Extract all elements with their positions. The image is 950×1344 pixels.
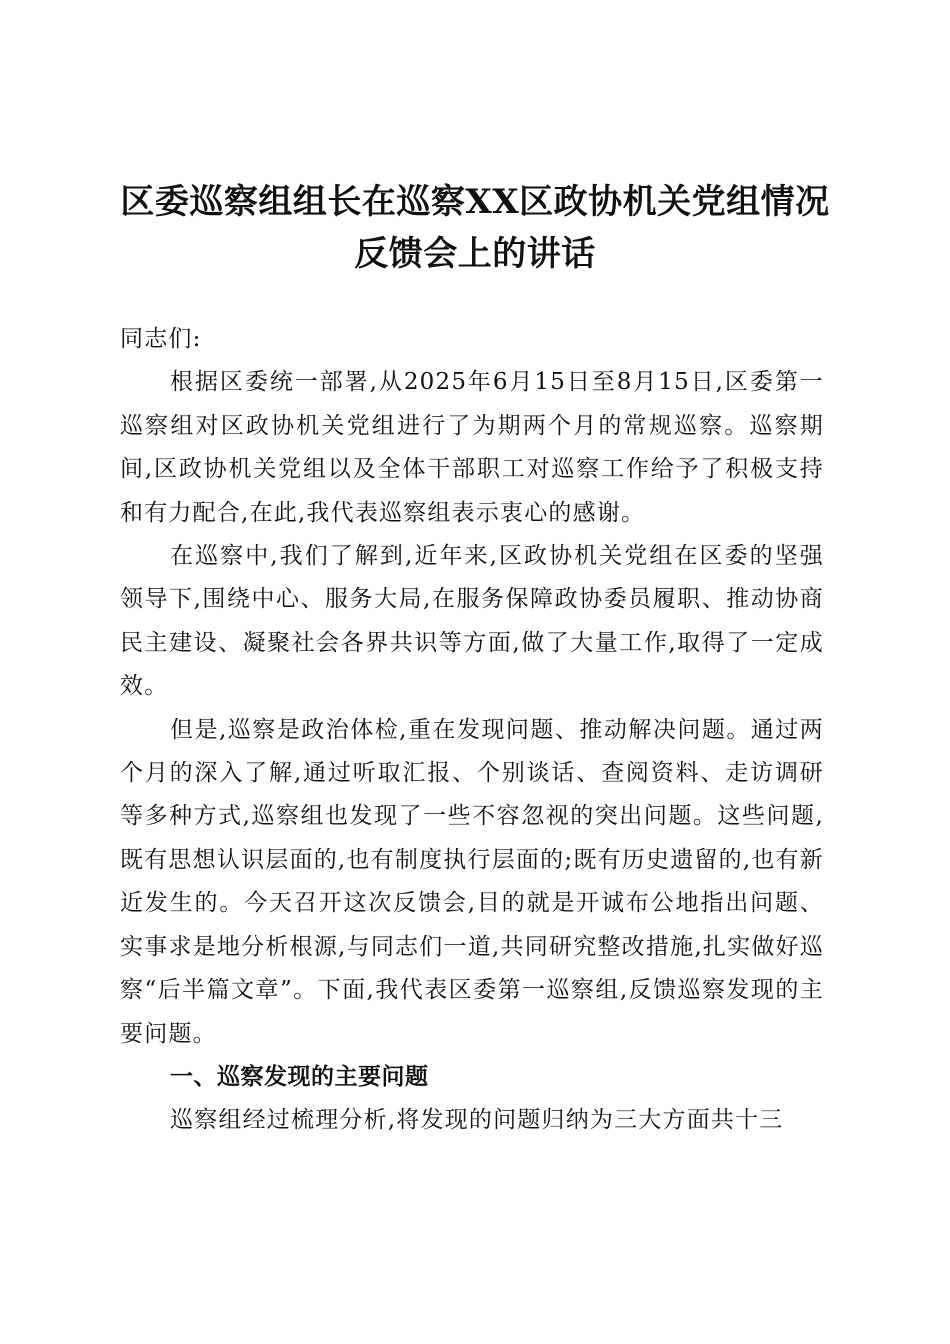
section-heading: 一、巡察发现的主要问题 <box>170 1063 429 1090</box>
section-paragraph: 巡察组经过梳理分析,将发现的问题归纳为三大方面共十三 <box>170 1107 784 1134</box>
paragraph-2: 在巡察中,我们了解到,近年来,区政协机关党组在区委的坚强领导下,围绕中心、服务大局,在服务保障政协委员履职、推动协商民主建设、凝聚社会各界共识等方面,做了大量工作,取得了一定成效。 <box>120 543 824 700</box>
paragraph-3: 但是,巡察是政治体检,重在发现问题、推动解决问题。通过两个月的深入了解,通过听取汇报、个别谈话、查阅资料、走访调研等多种方式,巡察组也发现了一些不容忽视的突出问题。这些问题,既有思想认识层面的,也有制度执行层面的;既有历史遗留的,也有新近发生的。今天召开这次反馈会,目的就是开诚布公地指出问题、实事求是地分析根源,与同志们一道,共同研究整改措施,扎实做好巡察“后半篇文章”。下面,我代表区委第一巡察组,反馈巡察发现的主要问题。 <box>120 716 824 1047</box>
document-title: 区委巡察组组长在巡察XX区政协机关党组情况反馈会上的讲话 <box>120 182 830 274</box>
paragraph-1: 根据区委统一部署,从2025年6月15日至8月15日,区委第一巡察组对区政协机关党组进行了为期两个月的常规巡察。巡察期间,区政协机关党组以及全体干部职工对巡察工作给予了积极支持和有力配合,在此,我代表巡察组表示衷心的感谢。 <box>120 369 824 526</box>
salutation: 同志们: <box>120 326 202 352</box>
document-body <box>120 318 824 1143</box>
